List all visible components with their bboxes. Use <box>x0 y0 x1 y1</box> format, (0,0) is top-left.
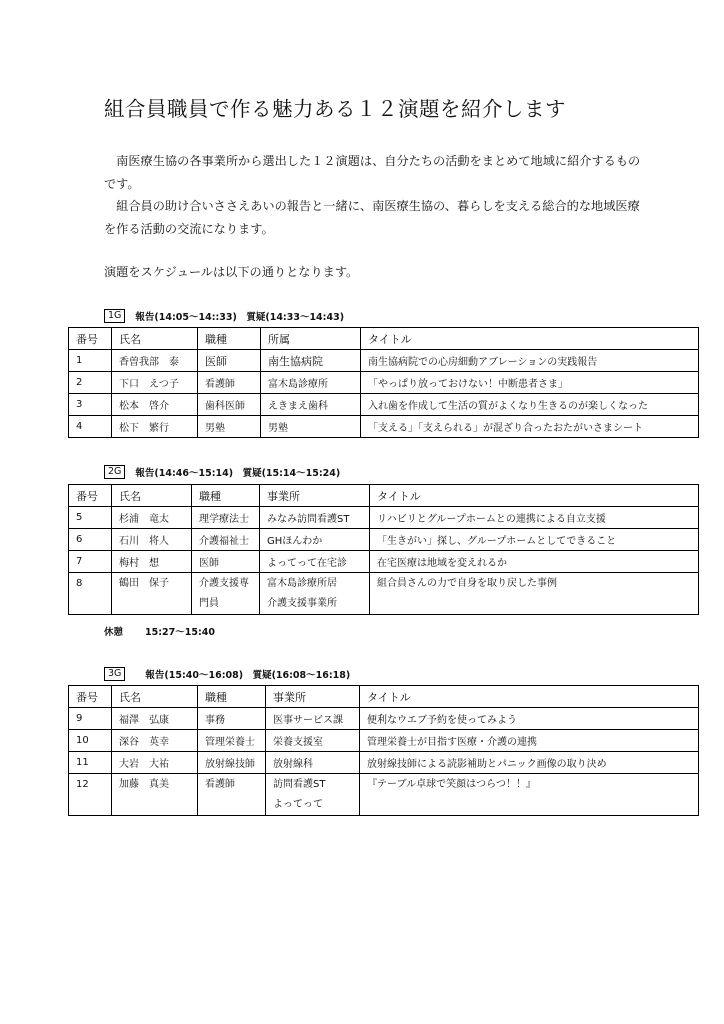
header-number: 番号 <box>69 328 112 350</box>
cell-office: 放射線科 <box>266 752 360 774</box>
cell-office: 医事サービス課 <box>266 708 360 730</box>
cell-number: 5 <box>69 507 112 529</box>
group-1-heading <box>104 309 344 323</box>
table-row <box>69 730 699 752</box>
header-office: 事業所 <box>266 686 360 708</box>
table-row <box>69 708 699 730</box>
header-job: 職種 <box>198 686 266 708</box>
intro-paragraph-1: 南医療生協の各事業所から選出した１２演題は、自分たちの活動をまとめて地域に紹介するものです。 <box>104 154 641 191</box>
group-3-heading <box>104 667 350 681</box>
group-3-table <box>68 685 699 816</box>
cell-number: 8 <box>69 573 112 615</box>
header-title: タイトル <box>360 686 699 708</box>
cell-office: 栄養支援室 <box>266 730 360 752</box>
cell-affiliation: 富木島診療所 <box>261 372 361 394</box>
cell-job <box>192 573 260 615</box>
intro-paragraph-3: 演題をスケジュールは以下の通りとなります。 <box>104 265 359 279</box>
cell-name: 杉浦 竜太 <box>112 507 192 529</box>
cell-job-line-1: 介護支援専 <box>199 578 249 589</box>
group-2-table <box>68 484 699 615</box>
cell-office-line-1: 訪問看護ST <box>273 779 326 790</box>
table-row <box>69 416 699 438</box>
cell-number: 10 <box>69 730 112 752</box>
cell-office <box>266 774 360 816</box>
header-number: 番号 <box>69 686 112 708</box>
cell-office: よってって在宅診 <box>260 551 370 573</box>
cell-name: 鶴田 保子 <box>112 573 192 615</box>
group-1-table <box>68 327 699 438</box>
cell-number: 6 <box>69 529 112 551</box>
cell-job-line-2: 門員 <box>199 598 219 609</box>
break-time: 15:27～15:40 <box>145 627 215 638</box>
cell-job: 管理栄養士 <box>198 730 266 752</box>
group-3-label: 3G <box>104 667 125 681</box>
cell-title: 管理栄養士が目指す医療・介護の連携 <box>360 730 699 752</box>
group-2-label: 2G <box>104 465 125 479</box>
cell-affiliation: えきまえ歯科 <box>261 394 361 416</box>
cell-office-line-2: 介護支援事業所 <box>267 598 337 609</box>
break-label: 休憩 <box>104 627 124 638</box>
cell-number: 12 <box>69 774 112 816</box>
cell-title: リハビリとグループホームとの連携による自立支援 <box>370 507 699 529</box>
cell-title: 入れ歯を作成して生活の質がよくなり生きるのが楽しくなった <box>361 394 699 416</box>
cell-name: 香曽我部 泰 <box>112 350 198 372</box>
table-header-row <box>69 328 699 350</box>
cell-office-line-1: 富木島診療所居 <box>267 578 337 589</box>
table-row <box>69 372 699 394</box>
cell-number: 2 <box>69 372 112 394</box>
group-3-schedule: 報告(15:40～16:08) 質疑(16:08～16:18) <box>145 670 351 681</box>
cell-name: 深谷 英幸 <box>112 730 198 752</box>
cell-number: 7 <box>69 551 112 573</box>
cell-title: 「生きがい」探し、グループホームとしてできること <box>370 529 699 551</box>
cell-name: 下口 えつ子 <box>112 372 198 394</box>
header-number: 番号 <box>69 485 112 507</box>
intro-text <box>104 150 644 284</box>
table-row <box>69 752 699 774</box>
cell-title: 南生協病院での心房細動アブレーションの実践報告 <box>361 350 699 372</box>
group-2-schedule: 報告(14:46～15:14) 質疑(15:14～15:24) <box>135 468 341 479</box>
cell-name: 松本 啓介 <box>112 394 198 416</box>
cell-job: 医師 <box>198 350 261 372</box>
group-1-label: 1G <box>104 309 125 323</box>
cell-name: 松下 繁行 <box>112 416 198 438</box>
table-row <box>69 573 699 615</box>
table-header-row <box>69 686 699 708</box>
cell-affiliation: 男塾 <box>261 416 361 438</box>
header-name: 氏名 <box>112 686 198 708</box>
header-name: 氏名 <box>112 485 192 507</box>
cell-office <box>260 573 370 615</box>
header-affiliation: 所属 <box>261 328 361 350</box>
cell-job: 理学療法士 <box>192 507 260 529</box>
cell-job: 介護福祉士 <box>192 529 260 551</box>
cell-job: 歯科医師 <box>198 394 261 416</box>
cell-affiliation: 南生協病院 <box>261 350 361 372</box>
intro-paragraph-2: 組合員の助け合いささえあいの報告と一緒に、南医療生協の、暮らしを支える総合的な地域医療を作る活動の交流になります。 <box>104 199 640 236</box>
cell-title: 放射線技師による読影補助とパニック画像の取り決め <box>360 752 699 774</box>
cell-title: 在宅医療は地域を変えれるか <box>370 551 699 573</box>
cell-name: 福澤 弘康 <box>112 708 198 730</box>
cell-job: 看護師 <box>198 774 266 816</box>
cell-title: 「やっぱり放っておけない！中断患者さま」 <box>361 372 699 394</box>
cell-job: 放射線技師 <box>198 752 266 774</box>
cell-number: 11 <box>69 752 112 774</box>
header-title: タイトル <box>361 328 699 350</box>
table-row <box>69 551 699 573</box>
table-header-row <box>69 485 699 507</box>
cell-office-line-2: よってって <box>273 799 323 810</box>
page-title: 組合員職員で作る魅力ある１２演題を紹介します <box>104 97 566 121</box>
header-office: 事業所 <box>260 485 370 507</box>
header-title: タイトル <box>370 485 699 507</box>
cell-office: GHほんわか <box>260 529 370 551</box>
header-job: 職種 <box>192 485 260 507</box>
cell-office: みなみ訪問看護ST <box>260 507 370 529</box>
cell-job: 事務 <box>198 708 266 730</box>
group-2-heading <box>104 465 340 479</box>
group-1-schedule: 報告(14:05～14::33) 質疑(14:33～14:43) <box>135 312 345 323</box>
cell-title: 「支える」「支えられる」が混ざり合ったおたがいさまシート <box>361 416 699 438</box>
cell-title: 便利なウエブ予約を使ってみよう <box>360 708 699 730</box>
cell-number: 3 <box>69 394 112 416</box>
cell-number: 1 <box>69 350 112 372</box>
cell-name: 梅村 想 <box>112 551 192 573</box>
cell-name: 加藤 真美 <box>112 774 198 816</box>
cell-name: 大岩 大祐 <box>112 752 198 774</box>
cell-job: 男塾 <box>198 416 261 438</box>
break-note <box>104 624 215 638</box>
cell-title: 組合員さんの力で自身を取り戻した事例 <box>370 573 699 615</box>
table-row <box>69 774 699 816</box>
cell-title: 『テーブル卓球で笑顔はつらつ！！』 <box>360 774 699 816</box>
cell-number: 9 <box>69 708 112 730</box>
cell-job: 医師 <box>192 551 260 573</box>
table-row <box>69 350 699 372</box>
header-job: 職種 <box>198 328 261 350</box>
cell-name: 石川 将人 <box>112 529 192 551</box>
table-row <box>69 529 699 551</box>
cell-number: 4 <box>69 416 112 438</box>
table-row <box>69 394 699 416</box>
header-name: 氏名 <box>112 328 198 350</box>
cell-job: 看護師 <box>198 372 261 394</box>
table-row <box>69 507 699 529</box>
